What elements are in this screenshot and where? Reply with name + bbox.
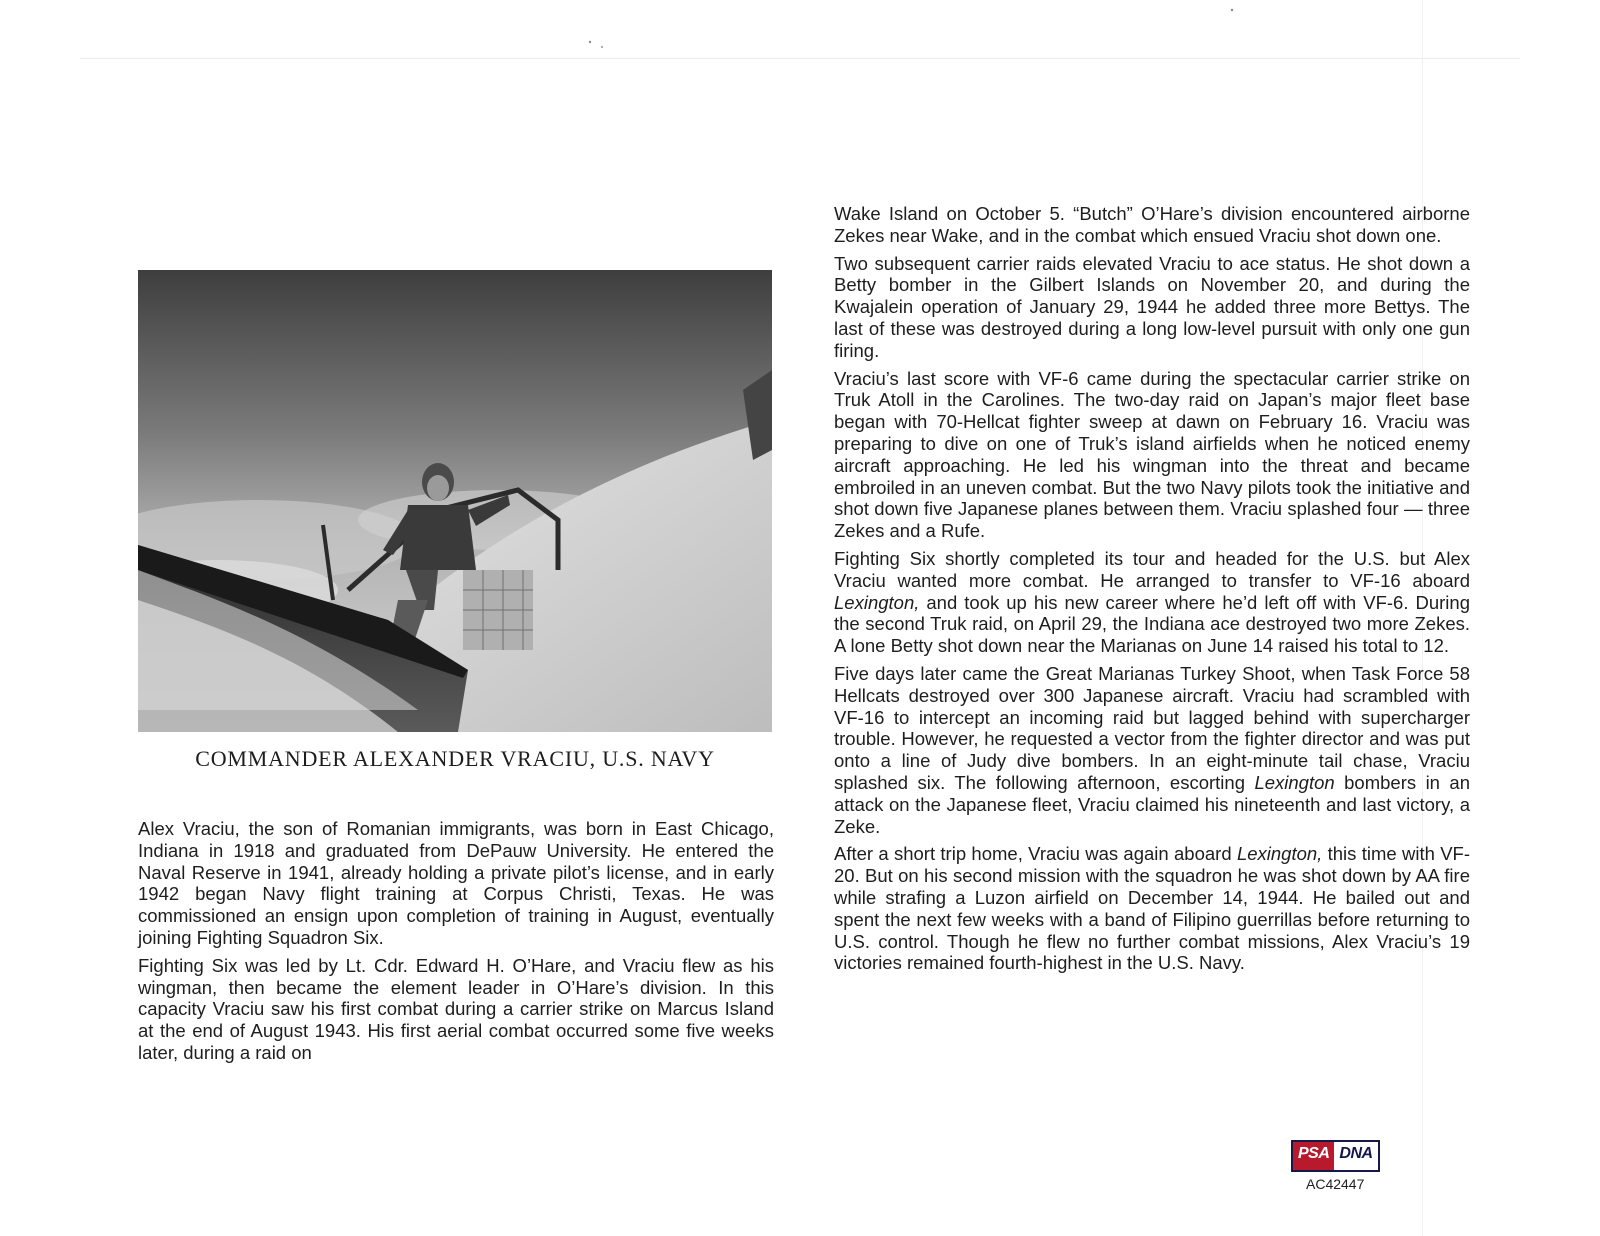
paragraph: Two subsequent carrier raids elevated Vraciu to ace status. He shot down a Betty bomber in the Gilbert Islands on November 20, and during the Kwajalein operation of January 29, 1944 he added three more Bettys. The last of these was destroyed during a long low-level pursuit with only one gun firing. xyxy=(834,252,1470,361)
paragraph: Vraciu’s last score with VF-6 came during the spectacular carrier strike on Truk Atoll in the Carolines. The two-day raid on Japan’s major fleet base began with 70-Hellcat fighter sweep at dawn on February 16. Vraciu was preparing to dive on one of Truk’s island airfields when he noticed enemy aircraft approaching. He led his wingman into the threat and became embroiled in an uneven combat. But the two Navy pilots took the initiative and shot down five Japanese planes between them. Vraciu splashed four — three Zekes and a Rufe. xyxy=(834,367,1470,542)
text-run: Fighting Six shortly completed its tour and headed for the U.S. but Alex Vraciu wanted more combat. He arranged to transfer to VF-16 aboard xyxy=(834,547,1470,591)
paragraph xyxy=(834,843,1470,974)
ship-name: Lexington, xyxy=(834,591,920,613)
hellcat-cockpit-photo xyxy=(138,270,772,732)
dna-logo-text: DNA xyxy=(1334,1142,1377,1170)
text-run: After a short trip home, Vraciu was again aboard xyxy=(834,843,1237,865)
paper-specks xyxy=(0,0,1600,60)
text-run: Five days later came the Great Marianas Turkey Shoot, when Task Force 58 Hellcats destroyed over 300 Japanese aircraft. Vraciu had scrambled with VF-16 to intercept an incoming raid but lagged behind with supercharger trouble. However, he requested a vector from the fighter director and was put onto a line of Judy dive bombers. In an eight-minute tail chase, Vraciu splashed six. The following afternoon, escorting xyxy=(834,662,1470,793)
psa-dna-logo xyxy=(1291,1140,1380,1172)
text-run: and took up his new career where he’d left off with VF-6. During the second Truk raid, on April 29, the Indiana ace destroyed two more Zekes. A lone Betty shot down near the Marianas on June 14 raised his total to 12. xyxy=(834,591,1470,657)
ship-name: Lexington xyxy=(1254,771,1335,793)
paragraph xyxy=(834,663,1470,837)
psa-logo-text: PSA xyxy=(1293,1142,1334,1170)
paragraph: Fighting Six was led by Lt. Cdr. Edward H. O’Hare, and Vraciu flew as his wingman, then became the element leader in O’Hare’s division. In this capacity Vraciu saw his first combat during a carrier strike on Marcus Island at the end of August 1943. His first aerial combat occurred some five weeks later, during a raid on xyxy=(138,954,774,1063)
ship-name: Lexington, xyxy=(1236,843,1323,865)
photo-caption: COMMANDER ALEXANDER VRACIU, U.S. NAVY xyxy=(195,746,715,771)
paragraph: Wake Island on October 5. “Butch” O’Hare’s division encountered airborne Zekes near Wake, and in the combat which ensued Vraciu shot down one. xyxy=(834,203,1470,246)
text-run: bombers in an attack on the Japanese fleet, Vraciu claimed his nineteenth and last victory, a Zeke. xyxy=(834,771,1471,837)
pilot-photo xyxy=(138,270,772,732)
paragraph xyxy=(834,548,1470,657)
right-text-column xyxy=(834,203,1470,980)
text-run: this time with VF-20. But on his second mission with the squadron he was shot down by AA fire while strafing a Luzon airfield on December 14, 1944. He bailed out and spent the next few weeks with a band of Filipino guerrillas before returning to U.S. control. Though he flew no further combat missions, Alex Vraciu’s 19 victories remained fourth-highest in the U.S. Navy. xyxy=(834,843,1470,974)
left-text-column xyxy=(138,818,774,1070)
certificate-number: AC42447 xyxy=(1306,1176,1365,1192)
paragraph: Alex Vraciu, the son of Romanian immigrants, was born in East Chicago, Indiana in 1918 and graduated from DePauw University. He entered the Naval Reserve in 1941, already holding a private pilot’s license, and in early 1942 began Navy flight training at Corpus Christi, Texas. He was commissioned an ensign upon completion of training in August, eventually joining Fighting Squadron Six. xyxy=(138,818,774,948)
